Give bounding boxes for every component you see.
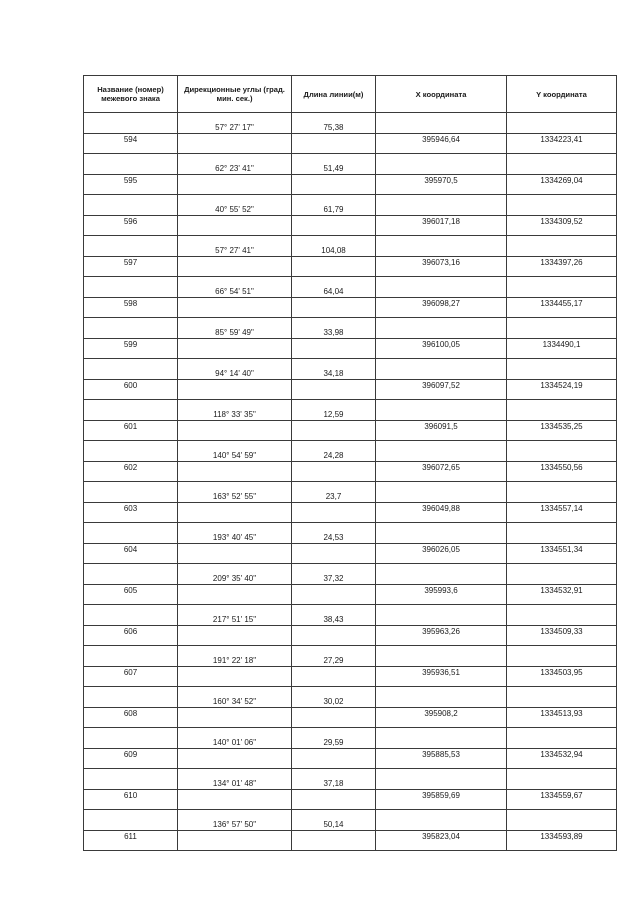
- cell-point-name: 610: [84, 789, 178, 810]
- cell-x-coordinate: [376, 154, 507, 175]
- cell-line-length: [292, 707, 376, 728]
- header-y: Y координата: [507, 76, 617, 113]
- point-row: [84, 543, 617, 564]
- point-row: [84, 707, 617, 728]
- cell-direction-angle: 66° 54' 51": [178, 277, 292, 298]
- segment-row: [84, 318, 617, 339]
- cell-point-name: 597: [84, 256, 178, 277]
- cell-y-coordinate: [507, 769, 617, 790]
- cell-y-coordinate: 1334550,56: [507, 461, 617, 482]
- point-row: [84, 215, 617, 236]
- cell-point-name: 607: [84, 666, 178, 687]
- cell-direction-angle: [178, 133, 292, 154]
- segment-row: [84, 523, 617, 544]
- cell-x-coordinate: [376, 605, 507, 626]
- cell-x-coordinate: [376, 400, 507, 421]
- cell-y-coordinate: 1334513,93: [507, 707, 617, 728]
- cell-x-coordinate: 396098,27: [376, 297, 507, 318]
- cell-direction-angle: 193° 40' 45": [178, 523, 292, 544]
- cell-point-name: 599: [84, 338, 178, 359]
- cell-y-coordinate: 1334535,25: [507, 420, 617, 441]
- cell-point-name: 595: [84, 174, 178, 195]
- cell-point-name: 609: [84, 748, 178, 769]
- point-row: [84, 584, 617, 605]
- cell-line-length: [292, 666, 376, 687]
- cell-line-length: 64,04: [292, 277, 376, 298]
- cell-x-coordinate: 396100,05: [376, 338, 507, 359]
- cell-y-coordinate: 1334593,89: [507, 830, 617, 851]
- cell-y-coordinate: 1334559,67: [507, 789, 617, 810]
- cell-y-coordinate: [507, 564, 617, 585]
- cell-y-coordinate: 1334532,91: [507, 584, 617, 605]
- cell-point-name: 598: [84, 297, 178, 318]
- cell-point-name: [84, 523, 178, 544]
- cell-line-length: 38,43: [292, 605, 376, 626]
- cell-x-coordinate: 395823,04: [376, 830, 507, 851]
- cell-y-coordinate: [507, 400, 617, 421]
- segment-row: [84, 154, 617, 175]
- cell-line-length: [292, 215, 376, 236]
- cell-y-coordinate: [507, 523, 617, 544]
- point-row: [84, 830, 617, 851]
- cell-direction-angle: [178, 748, 292, 769]
- cell-line-length: [292, 830, 376, 851]
- cell-point-name: [84, 564, 178, 585]
- cell-point-name: 603: [84, 502, 178, 523]
- cell-line-length: 29,59: [292, 728, 376, 749]
- segment-row: [84, 646, 617, 667]
- cell-x-coordinate: 395885,53: [376, 748, 507, 769]
- cell-direction-angle: 160° 34' 52": [178, 687, 292, 708]
- cell-direction-angle: 57° 27' 17": [178, 113, 292, 134]
- cell-point-name: [84, 441, 178, 462]
- cell-line-length: [292, 420, 376, 441]
- cell-y-coordinate: [507, 482, 617, 503]
- point-row: [84, 256, 617, 277]
- cell-x-coordinate: 396026,05: [376, 543, 507, 564]
- cell-point-name: [84, 728, 178, 749]
- cell-point-name: 605: [84, 584, 178, 605]
- cell-x-coordinate: 396072,65: [376, 461, 507, 482]
- cell-line-length: 27,29: [292, 646, 376, 667]
- cell-x-coordinate: [376, 728, 507, 749]
- coordinates-table: [83, 75, 617, 851]
- point-row: [84, 297, 617, 318]
- cell-x-coordinate: 396091,5: [376, 420, 507, 441]
- cell-point-name: [84, 810, 178, 831]
- cell-direction-angle: [178, 379, 292, 400]
- cell-y-coordinate: 1334532,94: [507, 748, 617, 769]
- cell-direction-angle: 118° 33' 35": [178, 400, 292, 421]
- cell-y-coordinate: [507, 810, 617, 831]
- cell-line-length: [292, 174, 376, 195]
- cell-x-coordinate: 395970,5: [376, 174, 507, 195]
- cell-line-length: [292, 133, 376, 154]
- cell-y-coordinate: [507, 359, 617, 380]
- cell-x-coordinate: 396097,52: [376, 379, 507, 400]
- cell-direction-angle: [178, 420, 292, 441]
- cell-x-coordinate: [376, 810, 507, 831]
- cell-direction-angle: 140° 54' 59": [178, 441, 292, 462]
- header-x: X координата: [376, 76, 507, 113]
- cell-direction-angle: [178, 707, 292, 728]
- segment-row: [84, 195, 617, 216]
- cell-point-name: 608: [84, 707, 178, 728]
- point-row: [84, 379, 617, 400]
- header-length: Длина линии(м): [292, 76, 376, 113]
- cell-y-coordinate: [507, 728, 617, 749]
- segment-row: [84, 400, 617, 421]
- cell-x-coordinate: 396049,88: [376, 502, 507, 523]
- cell-line-length: [292, 543, 376, 564]
- cell-direction-angle: 40° 55' 52": [178, 195, 292, 216]
- cell-point-name: 604: [84, 543, 178, 564]
- cell-point-name: 596: [84, 215, 178, 236]
- point-row: [84, 625, 617, 646]
- segment-row: [84, 605, 617, 626]
- cell-direction-angle: 140° 01' 06": [178, 728, 292, 749]
- cell-line-length: [292, 584, 376, 605]
- header-angle: Дирекционные углы (град. мин. сек.): [178, 76, 292, 113]
- cell-direction-angle: [178, 461, 292, 482]
- cell-y-coordinate: [507, 646, 617, 667]
- cell-direction-angle: 136° 57' 50": [178, 810, 292, 831]
- cell-x-coordinate: 395963,26: [376, 625, 507, 646]
- cell-point-name: [84, 482, 178, 503]
- cell-y-coordinate: 1334309,52: [507, 215, 617, 236]
- segment-row: [84, 113, 617, 134]
- cell-x-coordinate: [376, 236, 507, 257]
- cell-line-length: 12,59: [292, 400, 376, 421]
- point-row: [84, 789, 617, 810]
- cell-direction-angle: [178, 625, 292, 646]
- point-row: [84, 420, 617, 441]
- cell-direction-angle: [178, 666, 292, 687]
- segment-row: [84, 728, 617, 749]
- cell-line-length: 24,28: [292, 441, 376, 462]
- cell-point-name: [84, 154, 178, 175]
- cell-point-name: 611: [84, 830, 178, 851]
- cell-y-coordinate: 1334455,17: [507, 297, 617, 318]
- cell-point-name: [84, 687, 178, 708]
- point-row: [84, 133, 617, 154]
- cell-x-coordinate: [376, 482, 507, 503]
- cell-direction-angle: 191° 22' 18": [178, 646, 292, 667]
- cell-direction-angle: [178, 789, 292, 810]
- cell-point-name: [84, 318, 178, 339]
- segment-row: [84, 441, 617, 462]
- cell-direction-angle: 217° 51' 15": [178, 605, 292, 626]
- cell-point-name: [84, 277, 178, 298]
- cell-line-length: 37,18: [292, 769, 376, 790]
- cell-direction-angle: [178, 256, 292, 277]
- cell-line-length: 61,79: [292, 195, 376, 216]
- segment-row: [84, 482, 617, 503]
- cell-y-coordinate: [507, 154, 617, 175]
- cell-direction-angle: [178, 830, 292, 851]
- cell-x-coordinate: [376, 769, 507, 790]
- cell-y-coordinate: [507, 441, 617, 462]
- cell-point-name: 600: [84, 379, 178, 400]
- cell-x-coordinate: [376, 687, 507, 708]
- cell-line-length: [292, 789, 376, 810]
- cell-direction-angle: [178, 215, 292, 236]
- cell-y-coordinate: [507, 113, 617, 134]
- cell-point-name: [84, 195, 178, 216]
- cell-line-length: [292, 338, 376, 359]
- cell-point-name: [84, 646, 178, 667]
- cell-y-coordinate: [507, 236, 617, 257]
- cell-line-length: 75,38: [292, 113, 376, 134]
- cell-line-length: 24,53: [292, 523, 376, 544]
- segment-row: [84, 277, 617, 298]
- cell-x-coordinate: [376, 277, 507, 298]
- cell-y-coordinate: 1334524,19: [507, 379, 617, 400]
- cell-direction-angle: 163° 52' 55": [178, 482, 292, 503]
- cell-line-length: 33,98: [292, 318, 376, 339]
- cell-direction-angle: 134° 01' 48": [178, 769, 292, 790]
- point-row: [84, 338, 617, 359]
- cell-y-coordinate: [507, 687, 617, 708]
- cell-y-coordinate: [507, 195, 617, 216]
- cell-line-length: [292, 297, 376, 318]
- boundary-coordinates-sheet: [83, 75, 616, 841]
- cell-line-length: [292, 748, 376, 769]
- cell-y-coordinate: 1334557,14: [507, 502, 617, 523]
- cell-x-coordinate: [376, 318, 507, 339]
- cell-point-name: 602: [84, 461, 178, 482]
- segment-row: [84, 769, 617, 790]
- header-name: Название (номер) межевого знака: [84, 76, 178, 113]
- cell-y-coordinate: 1334269,04: [507, 174, 617, 195]
- cell-x-coordinate: 396017,18: [376, 215, 507, 236]
- cell-x-coordinate: [376, 441, 507, 462]
- cell-x-coordinate: 395859,69: [376, 789, 507, 810]
- cell-point-name: 594: [84, 133, 178, 154]
- cell-y-coordinate: 1334223,41: [507, 133, 617, 154]
- cell-direction-angle: [178, 502, 292, 523]
- segment-row: [84, 687, 617, 708]
- cell-direction-angle: [178, 174, 292, 195]
- cell-line-length: [292, 625, 376, 646]
- cell-x-coordinate: 395993,6: [376, 584, 507, 605]
- point-row: [84, 748, 617, 769]
- cell-x-coordinate: [376, 523, 507, 544]
- cell-point-name: [84, 113, 178, 134]
- cell-y-coordinate: 1334509,33: [507, 625, 617, 646]
- cell-line-length: 104,08: [292, 236, 376, 257]
- cell-direction-angle: [178, 297, 292, 318]
- cell-x-coordinate: [376, 564, 507, 585]
- cell-line-length: [292, 379, 376, 400]
- cell-point-name: [84, 769, 178, 790]
- cell-direction-angle: [178, 338, 292, 359]
- point-row: [84, 461, 617, 482]
- cell-x-coordinate: [376, 646, 507, 667]
- table-header-row: [84, 76, 617, 113]
- point-row: [84, 666, 617, 687]
- cell-point-name: 606: [84, 625, 178, 646]
- cell-y-coordinate: 1334397,26: [507, 256, 617, 277]
- cell-y-coordinate: [507, 277, 617, 298]
- cell-line-length: [292, 256, 376, 277]
- segment-row: [84, 564, 617, 585]
- cell-y-coordinate: 1334490,1: [507, 338, 617, 359]
- cell-line-length: [292, 502, 376, 523]
- cell-line-length: 50,14: [292, 810, 376, 831]
- cell-y-coordinate: 1334503,95: [507, 666, 617, 687]
- cell-point-name: 601: [84, 420, 178, 441]
- cell-x-coordinate: 396073,16: [376, 256, 507, 277]
- point-row: [84, 502, 617, 523]
- cell-line-length: 34,18: [292, 359, 376, 380]
- cell-x-coordinate: [376, 195, 507, 216]
- cell-direction-angle: [178, 584, 292, 605]
- cell-x-coordinate: 395936,51: [376, 666, 507, 687]
- segment-row: [84, 810, 617, 831]
- cell-x-coordinate: [376, 359, 507, 380]
- cell-x-coordinate: 395946,64: [376, 133, 507, 154]
- cell-point-name: [84, 400, 178, 421]
- cell-y-coordinate: [507, 318, 617, 339]
- segment-row: [84, 236, 617, 257]
- cell-point-name: [84, 236, 178, 257]
- cell-direction-angle: [178, 543, 292, 564]
- cell-x-coordinate: 395908,2: [376, 707, 507, 728]
- point-row: [84, 174, 617, 195]
- cell-direction-angle: 62° 23' 41": [178, 154, 292, 175]
- cell-line-length: 30,02: [292, 687, 376, 708]
- cell-point-name: [84, 359, 178, 380]
- cell-direction-angle: 94° 14' 40": [178, 359, 292, 380]
- cell-direction-angle: 57° 27' 41": [178, 236, 292, 257]
- cell-x-coordinate: [376, 113, 507, 134]
- cell-line-length: 23,7: [292, 482, 376, 503]
- cell-direction-angle: 209° 35' 40": [178, 564, 292, 585]
- table-body: [84, 113, 617, 851]
- cell-y-coordinate: 1334551,34: [507, 543, 617, 564]
- cell-line-length: 37,32: [292, 564, 376, 585]
- segment-row: [84, 359, 617, 380]
- cell-y-coordinate: [507, 605, 617, 626]
- cell-line-length: 51,49: [292, 154, 376, 175]
- cell-line-length: [292, 461, 376, 482]
- cell-direction-angle: 85° 59' 49": [178, 318, 292, 339]
- cell-point-name: [84, 605, 178, 626]
